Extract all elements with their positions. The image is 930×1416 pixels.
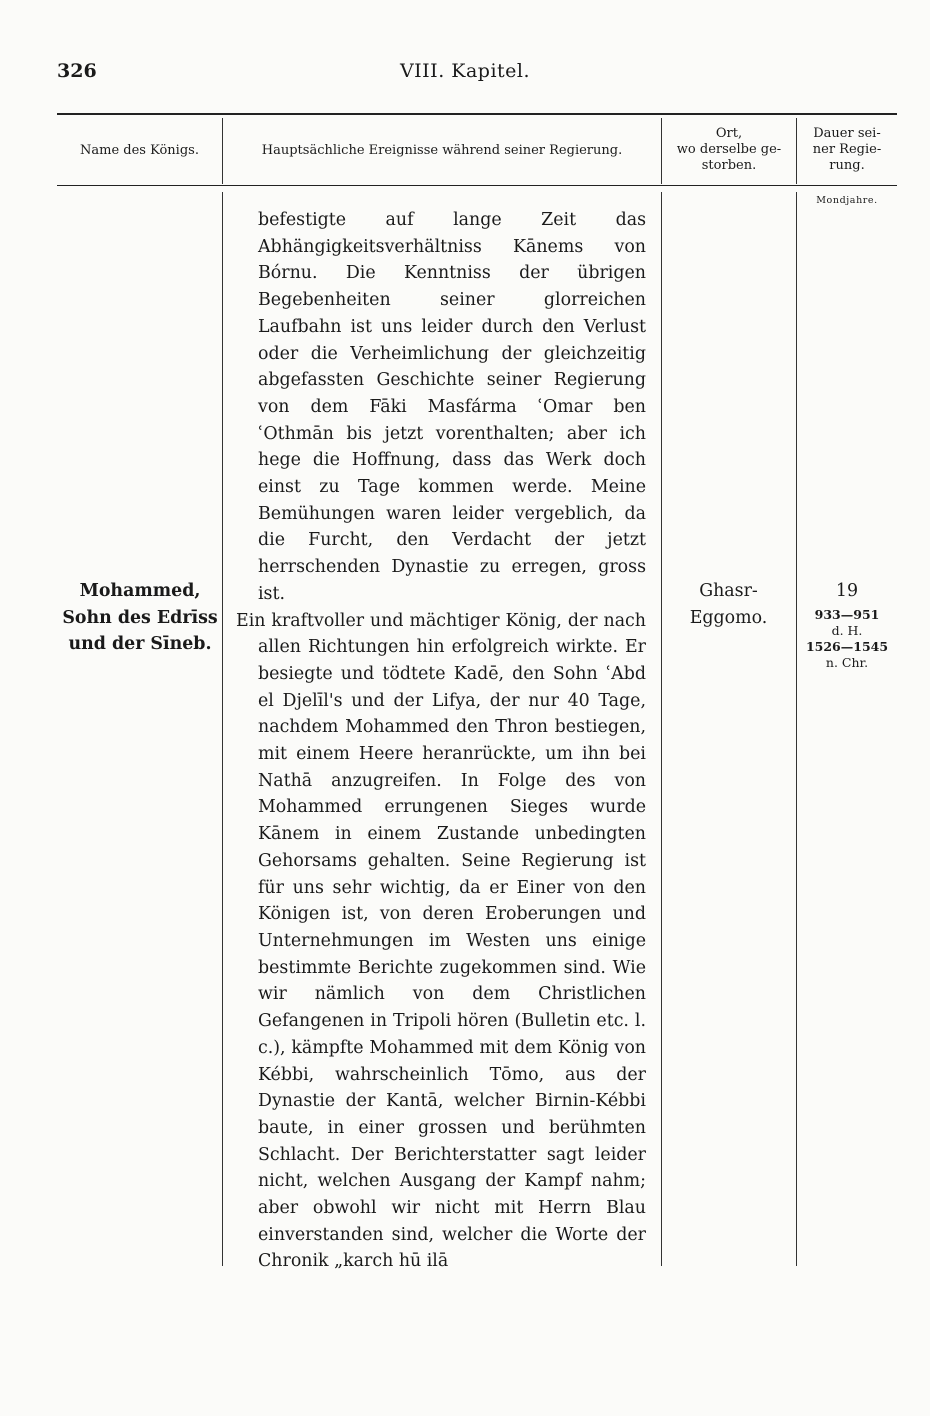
reign-date-line: n. Chr. <box>825 655 869 670</box>
page-number: 326 <box>57 60 97 82</box>
continuation-paragraph: befestigte auf lange Zeit das Abhängigkeitsverhältniss Kānems von Bórnu. Die Kenntniss der übrigen Begebenheiten seiner glorreichen Laufbahn ist uns leider durch den Verlust oder die Verheimlichung der gleichzeitig abgefassten Geschichte seiner Regierung von dem Fāki Masfárma ʿOmar ben ʿOthmān bis jetzt vorenthalten; aber ich hege die Hoffnung, dass das Werk doch einst zu Tage kommen werde. Meine Bemühungen waren leider vergeblich, da die Furcht, den Verdacht der jetzt herrschenden Dynastie zu erregen, gross ist. <box>258 210 646 604</box>
duration-unit: Mondjahre. <box>816 195 878 206</box>
entry-paragraph: Ein kraftvoller und mächtiger König, der nach allen Richtungen hin erfolgreich wirkte. Er besiegte und tödtete Kadē, den Sohn ʿAbd el Djelīl's und der Lifya, der nur 40 Tage, nachdem Mohammed den Thron bestiegen, mit einem Heere heranrückte, um ihn bei Nathā anzugreifen. In Folge des von Mohammed errungenen Sieges wurde Kānem in einem Zustande unbedingten Gehorsams gehalten. Seine Regierung ist für uns sehr wichtig, da er Einer von den Königen ist, von deren Eroberungen und Unternehmungen im Westen uns einige bestimmte Berichte zugekommen sind. Wie wir nämlich von dem Christlichen Gefangenen in Tripoli hören (Bulletin etc. l. c.), kämpfte Mohammed mit dem König von Kébbi, wahrscheinlich Tōmo, aus der Dynastie der Kantā, welcher Birnin-Kébbi baute, in einer grossen und berühmten Schlacht. Der Berichterstatter sagt leider nicht, welchen Ausgang der Kampf nahm; aber obwohl wir nicht mit Herrn Blau einverstanden sind, welcher die Worte der Chronik „karch hū ilā <box>236 610 646 1272</box>
king-name-line: und der Sīneb. <box>68 634 212 655</box>
king-name-line: Sohn des Edrīss <box>62 607 218 628</box>
column-header-duration-line: rung. <box>829 158 865 173</box>
events-column-text <box>236 207 646 1275</box>
reign-date-line: 1526—1545 <box>805 639 889 654</box>
running-head: VIII. Kapitel. <box>399 60 531 82</box>
reign-dates <box>797 607 897 671</box>
reign-date-line: 933—951 <box>814 607 880 622</box>
king-name-line: Mohammed, <box>79 581 201 601</box>
column-header-place-line: wo derselbe ge- <box>676 142 782 157</box>
column-divider-2-body <box>661 192 662 1266</box>
column-header-events: Hauptsächliche Ereignisse während seiner Regierung. <box>261 143 623 158</box>
column-header-place-line: storben. <box>701 158 757 173</box>
column-header-name: Name des Königs. <box>80 143 199 158</box>
column-divider-1-body <box>222 192 223 1266</box>
column-header-place-line: Ort, <box>715 126 743 141</box>
header-rule <box>57 185 897 186</box>
column-header-duration-line: Dauer sei- <box>813 126 881 141</box>
column-divider-3-body <box>796 192 797 1266</box>
column-header-duration <box>797 126 897 174</box>
king-name <box>57 578 223 658</box>
top-rule <box>57 113 897 115</box>
reign-date-line: d. H. <box>831 623 863 638</box>
reign-years: 19 <box>835 581 859 601</box>
column-header-place <box>662 126 796 174</box>
column-header-duration-line: ner Regie- <box>812 142 882 157</box>
death-place: Ghasr-Eggomo. <box>689 581 768 628</box>
